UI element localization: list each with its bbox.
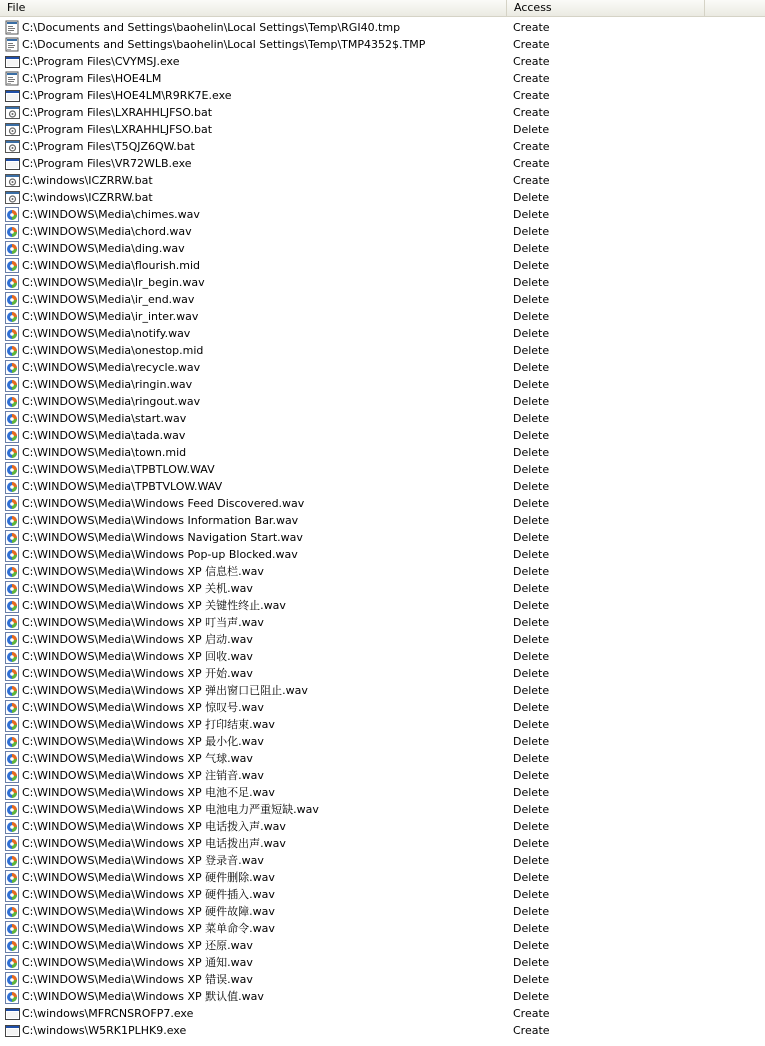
media-file-icon	[5, 394, 20, 409]
bat-file-icon	[5, 105, 20, 120]
list-item[interactable]	[0, 886, 765, 903]
access-type: Create	[513, 140, 550, 153]
list-item[interactable]	[0, 19, 765, 36]
file-path: C:\WINDOWS\Media\Windows XP 菜单命令.wav	[22, 922, 275, 935]
access-type: Create	[513, 72, 550, 85]
file-path: C:\WINDOWS\Media\chimes.wav	[22, 208, 200, 221]
file-path: C:\WINDOWS\Media\TPBTLOW.WAV	[22, 463, 215, 476]
file-path: C:\Program Files\LXRAHHLJFSO.bat	[22, 123, 213, 136]
file-path: C:\WINDOWS\Media\Windows XP 电话拨入声.wav	[22, 820, 286, 833]
access-type: Delete	[513, 786, 550, 799]
list-item[interactable]	[0, 767, 765, 784]
access-type: Delete	[513, 412, 550, 425]
access-type: Delete	[513, 242, 550, 255]
media-file-icon	[5, 445, 20, 460]
column-header	[0, 0, 765, 17]
list-item[interactable]	[0, 631, 765, 648]
file-path: C:\WINDOWS\Media\Ir_begin.wav	[22, 276, 205, 289]
file-path: C:\WINDOWS\Media\Windows XP 注销音.wav	[22, 769, 264, 782]
list-item[interactable]	[0, 614, 765, 631]
list-item[interactable]	[0, 359, 765, 376]
access-type: Delete	[513, 344, 550, 357]
media-file-icon	[5, 904, 20, 919]
media-file-icon	[5, 377, 20, 392]
access-type: Delete	[513, 191, 550, 204]
access-type: Delete	[513, 888, 550, 901]
tmp-file-icon	[5, 37, 20, 52]
access-type: Delete	[513, 667, 550, 680]
access-type: Delete	[513, 463, 550, 476]
access-type: Delete	[513, 208, 550, 221]
bat-file-icon	[5, 190, 20, 205]
access-type: Create	[513, 89, 550, 102]
access-type: Delete	[513, 990, 550, 1003]
access-type: Delete	[513, 684, 550, 697]
exe-file-icon	[5, 88, 20, 103]
list-item[interactable]	[0, 478, 765, 495]
file-path: C:\WINDOWS\Media\Windows XP 弹出窗口已阻止.wav	[22, 684, 308, 697]
access-type: Delete	[513, 276, 550, 289]
media-file-icon	[5, 717, 20, 732]
file-path: C:\Documents and Settings\baohelin\Local Settings\Temp\RGI40.tmp	[22, 21, 401, 34]
access-type: Delete	[513, 395, 550, 408]
media-file-icon	[5, 972, 20, 987]
list-item[interactable]	[0, 189, 765, 206]
media-file-icon	[5, 666, 20, 681]
media-file-icon	[5, 428, 20, 443]
file-path: C:\WINDOWS\Media\Windows XP 电池不足.wav	[22, 786, 275, 799]
file-path: C:\windows\MFRCNSROFP7.exe	[22, 1007, 194, 1020]
list-item[interactable]	[0, 869, 765, 886]
file-path: C:\WINDOWS\Media\Windows XP 登录音.wav	[22, 854, 264, 867]
list-item[interactable]	[0, 784, 765, 801]
access-type: Delete	[513, 225, 550, 238]
exe-file-icon	[5, 54, 20, 69]
list-item[interactable]	[0, 53, 765, 70]
list-item[interactable]	[0, 70, 765, 87]
file-path: C:\Program Files\HOE4LM\R9RK7E.exe	[22, 89, 232, 102]
list-item[interactable]	[0, 87, 765, 104]
list-item[interactable]	[0, 461, 765, 478]
file-path: C:\WINDOWS\Media\Windows XP 回收.wav	[22, 650, 253, 663]
media-file-icon	[5, 479, 20, 494]
file-path: C:\WINDOWS\Media\Windows XP 惊叹号.wav	[22, 701, 264, 714]
list-item[interactable]	[0, 546, 765, 563]
list-item[interactable]	[0, 393, 765, 410]
media-file-icon	[5, 581, 20, 596]
access-type: Delete	[513, 633, 550, 646]
file-path: C:\WINDOWS\Media\Windows XP 叮当声.wav	[22, 616, 264, 629]
list-item[interactable]	[0, 733, 765, 750]
bat-file-icon	[5, 139, 20, 154]
access-type: Delete	[513, 701, 550, 714]
file-path: C:\Program Files\LXRAHHLJFSO.bat	[22, 106, 213, 119]
access-type: Delete	[513, 905, 550, 918]
list-item[interactable]	[0, 138, 765, 155]
media-file-icon	[5, 411, 20, 426]
list-item[interactable]	[0, 580, 765, 597]
list-item[interactable]	[0, 716, 765, 733]
file-path: C:\WINDOWS\Media\ir_end.wav	[22, 293, 195, 306]
media-file-icon	[5, 258, 20, 273]
list-item[interactable]	[0, 308, 765, 325]
file-path: C:\WINDOWS\Media\ding.wav	[22, 242, 185, 255]
file-list	[0, 19, 765, 1039]
access-type: Create	[513, 55, 550, 68]
access-type: Delete	[513, 973, 550, 986]
media-file-icon	[5, 360, 20, 375]
column-header-filler	[705, 0, 765, 16]
bat-file-icon	[5, 173, 20, 188]
exe-file-icon	[5, 1006, 20, 1021]
media-file-icon	[5, 275, 20, 290]
media-file-icon	[5, 768, 20, 783]
list-item[interactable]	[0, 206, 765, 223]
list-item[interactable]	[0, 291, 765, 308]
list-item[interactable]	[0, 954, 765, 971]
access-type: Delete	[513, 497, 550, 510]
access-type: Delete	[513, 718, 550, 731]
media-file-icon	[5, 462, 20, 477]
file-path: C:\WINDOWS\Media\Windows XP 关键性终止.wav	[22, 599, 286, 612]
media-file-icon	[5, 938, 20, 953]
media-file-icon	[5, 564, 20, 579]
list-item[interactable]	[0, 937, 765, 954]
list-item[interactable]	[0, 648, 765, 665]
file-path: C:\WINDOWS\Media\Windows XP 信息栏.wav	[22, 565, 264, 578]
bat-file-icon	[5, 122, 20, 137]
list-item[interactable]	[0, 495, 765, 512]
tmp-file-icon	[5, 20, 20, 35]
list-item[interactable]	[0, 444, 765, 461]
file-path: C:\WINDOWS\Media\Windows XP 关机.wav	[22, 582, 253, 595]
file-path: C:\Documents and Settings\baohelin\Local Settings\Temp\TMP4352$.TMP	[22, 38, 426, 51]
file-path: C:\WINDOWS\Media\town.mid	[22, 446, 187, 459]
list-item[interactable]	[0, 257, 765, 274]
list-item[interactable]	[0, 971, 765, 988]
file-path: C:\WINDOWS\Media\flourish.mid	[22, 259, 201, 272]
file-path: C:\windows\ICZRRW.bat	[22, 191, 153, 204]
file-path: C:\WINDOWS\Media\Windows XP 硬件删除.wav	[22, 871, 275, 884]
file-path: C:\WINDOWS\Media\Windows XP 错误.wav	[22, 973, 253, 986]
media-file-icon	[5, 955, 20, 970]
access-type: Delete	[513, 293, 550, 306]
access-type: Delete	[513, 599, 550, 612]
access-type: Delete	[513, 310, 550, 323]
list-item[interactable]	[0, 801, 765, 818]
access-type: Create	[513, 174, 550, 187]
media-file-icon	[5, 326, 20, 341]
list-item[interactable]	[0, 342, 765, 359]
media-file-icon	[5, 853, 20, 868]
access-type: Delete	[513, 752, 550, 765]
file-path: C:\WINDOWS\Media\Windows XP 还原.wav	[22, 939, 253, 952]
access-type: Delete	[513, 956, 550, 969]
list-item[interactable]	[0, 325, 765, 342]
access-type: Delete	[513, 769, 550, 782]
access-type: Delete	[513, 616, 550, 629]
list-item[interactable]	[0, 750, 765, 767]
media-file-icon	[5, 734, 20, 749]
media-file-icon	[5, 870, 20, 885]
media-file-icon	[5, 241, 20, 256]
tmp-file-icon	[5, 71, 20, 86]
file-path: C:\WINDOWS\Media\Windows Feed Discovered.wav	[22, 497, 305, 510]
list-item[interactable]	[0, 852, 765, 869]
access-type: Delete	[513, 361, 550, 374]
file-path: C:\WINDOWS\Media\Windows XP 通知.wav	[22, 956, 253, 969]
exe-file-icon	[5, 156, 20, 171]
file-path: C:\WINDOWS\Media\ringin.wav	[22, 378, 193, 391]
media-file-icon	[5, 598, 20, 613]
file-path: C:\Program Files\VR72WLB.exe	[22, 157, 192, 170]
access-type: Delete	[513, 531, 550, 544]
list-item[interactable]	[0, 597, 765, 614]
list-item[interactable]	[0, 529, 765, 546]
file-path: C:\WINDOWS\Media\Windows XP 硬件插入.wav	[22, 888, 275, 901]
list-item[interactable]	[0, 121, 765, 138]
media-file-icon	[5, 649, 20, 664]
list-item[interactable]	[0, 240, 765, 257]
media-file-icon	[5, 802, 20, 817]
access-type: Delete	[513, 803, 550, 816]
file-path: C:\WINDOWS\Media\Windows Navigation Start.wav	[22, 531, 303, 544]
list-item[interactable]	[0, 665, 765, 682]
access-type: Delete	[513, 922, 550, 935]
access-type: Delete	[513, 480, 550, 493]
media-file-icon	[5, 632, 20, 647]
list-item[interactable]	[0, 36, 765, 53]
media-file-icon	[5, 530, 20, 545]
list-item[interactable]	[0, 427, 765, 444]
file-path: C:\Program Files\CVYMSJ.exe	[22, 55, 180, 68]
file-path: C:\WINDOWS\Media\Windows XP 电池电力严重短缺.wav	[22, 803, 319, 816]
access-type: Create	[513, 21, 550, 34]
access-type: Delete	[513, 650, 550, 663]
access-type: Delete	[513, 378, 550, 391]
access-type: Delete	[513, 548, 550, 561]
access-type: Delete	[513, 565, 550, 578]
access-type: Delete	[513, 259, 550, 272]
access-type: Create	[513, 106, 550, 119]
file-path: C:\WINDOWS\Media\TPBTVLOW.WAV	[22, 480, 223, 493]
list-item[interactable]	[0, 818, 765, 835]
media-file-icon	[5, 343, 20, 358]
list-item[interactable]	[0, 835, 765, 852]
list-item[interactable]	[0, 682, 765, 699]
access-type: Delete	[513, 514, 550, 527]
file-path: C:\WINDOWS\Media\Windows XP 打印结束.wav	[22, 718, 275, 731]
media-file-icon	[5, 496, 20, 511]
media-file-icon	[5, 921, 20, 936]
file-path: C:\Program Files\HOE4LM	[22, 72, 162, 85]
access-type: Delete	[513, 123, 550, 136]
file-path: C:\WINDOWS\Media\Windows XP 默认值.wav	[22, 990, 264, 1003]
access-type: Delete	[513, 735, 550, 748]
media-file-icon	[5, 836, 20, 851]
access-type: Delete	[513, 939, 550, 952]
file-path: C:\WINDOWS\Media\Windows XP 气球.wav	[22, 752, 253, 765]
access-type: Delete	[513, 837, 550, 850]
list-item[interactable]	[0, 920, 765, 937]
media-file-icon	[5, 785, 20, 800]
media-file-icon	[5, 224, 20, 239]
column-header-access[interactable]: Access	[507, 0, 705, 16]
file-path: C:\WINDOWS\Media\tada.wav	[22, 429, 186, 442]
list-item[interactable]	[0, 410, 765, 427]
access-type: Delete	[513, 446, 550, 459]
media-file-icon	[5, 819, 20, 834]
list-item[interactable]	[0, 1005, 765, 1022]
file-path: C:\WINDOWS\Media\ir_inter.wav	[22, 310, 199, 323]
media-file-icon	[5, 989, 20, 1004]
file-path: C:\WINDOWS\Media\Windows XP 电话拨出声.wav	[22, 837, 286, 850]
file-path: C:\Program Files\T5QJZ6QW.bat	[22, 140, 195, 153]
list-item[interactable]	[0, 155, 765, 172]
access-type: Delete	[513, 854, 550, 867]
access-type: Create	[513, 157, 550, 170]
file-path: C:\WINDOWS\Media\Windows XP 启动.wav	[22, 633, 253, 646]
file-path: C:\WINDOWS\Media\Windows XP 开始.wav	[22, 667, 253, 680]
exe-file-icon	[5, 1023, 20, 1038]
media-file-icon	[5, 513, 20, 528]
file-path: C:\windows\ICZRRW.bat	[22, 174, 153, 187]
list-item[interactable]	[0, 699, 765, 716]
access-type: Create	[513, 1007, 550, 1020]
file-path: C:\WINDOWS\Media\Windows XP 硬件故障.wav	[22, 905, 275, 918]
list-item[interactable]	[0, 104, 765, 121]
list-item[interactable]	[0, 376, 765, 393]
access-type: Delete	[513, 582, 550, 595]
access-type: Create	[513, 1024, 550, 1037]
file-path: C:\WINDOWS\Media\onestop.mid	[22, 344, 204, 357]
media-file-icon	[5, 887, 20, 902]
access-type: Delete	[513, 327, 550, 340]
file-path: C:\WINDOWS\Media\start.wav	[22, 412, 187, 425]
file-path: C:\WINDOWS\Media\chord.wav	[22, 225, 192, 238]
list-item[interactable]	[0, 512, 765, 529]
access-type: Create	[513, 38, 550, 51]
file-path: C:\windows\W5RK1PLHK9.exe	[22, 1024, 187, 1037]
access-type: Delete	[513, 871, 550, 884]
file-path: C:\WINDOWS\Media\Windows XP 最小化.wav	[22, 735, 264, 748]
list-item[interactable]	[0, 903, 765, 920]
file-path: C:\WINDOWS\Media\recycle.wav	[22, 361, 201, 374]
media-file-icon	[5, 309, 20, 324]
file-path: C:\WINDOWS\Media\notify.wav	[22, 327, 191, 340]
media-file-icon	[5, 207, 20, 222]
access-type: Delete	[513, 820, 550, 833]
list-item[interactable]	[0, 988, 765, 1005]
file-path: C:\WINDOWS\Media\Windows Information Bar.wav	[22, 514, 299, 527]
list-item[interactable]	[0, 223, 765, 240]
media-file-icon	[5, 700, 20, 715]
list-item[interactable]	[0, 563, 765, 580]
list-item[interactable]	[0, 172, 765, 189]
column-header-file[interactable]: File	[0, 0, 507, 16]
file-path: C:\WINDOWS\Media\ringout.wav	[22, 395, 201, 408]
media-file-icon	[5, 683, 20, 698]
media-file-icon	[5, 547, 20, 562]
media-file-icon	[5, 292, 20, 307]
list-item[interactable]	[0, 274, 765, 291]
media-file-icon	[5, 751, 20, 766]
access-type: Delete	[513, 429, 550, 442]
file-path: C:\WINDOWS\Media\Windows Pop-up Blocked.wav	[22, 548, 298, 561]
list-item[interactable]	[0, 1022, 765, 1039]
media-file-icon	[5, 615, 20, 630]
